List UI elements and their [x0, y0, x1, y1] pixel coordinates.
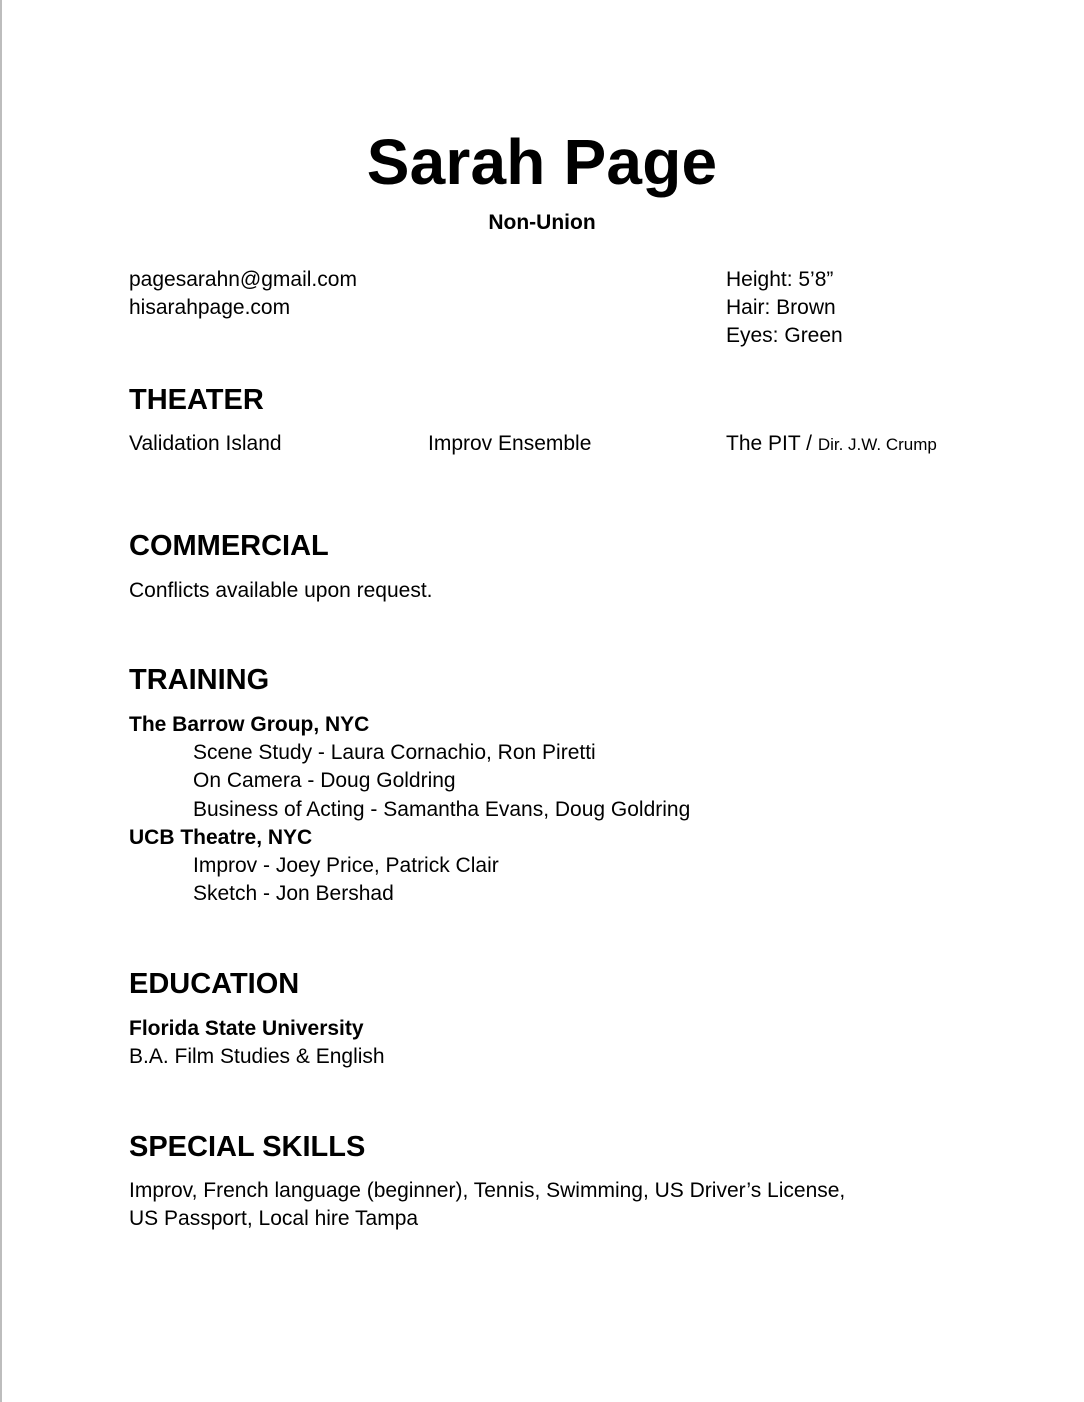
stat-hair: Hair: Brown [726, 296, 836, 319]
education-heading: EDUCATION [129, 968, 300, 1000]
director-name: Dir. J.W. Crump [817, 435, 937, 454]
training-class: Business of Acting - Samantha Evans, Doug Goldring [193, 798, 691, 821]
training-heading: TRAINING [129, 664, 270, 696]
union-status: Non-Union [488, 211, 596, 234]
theater-heading: THEATER [129, 384, 264, 416]
special-skills-line: Improv, French language (beginner), Tennis, Swimming, US Driver’s License, [129, 1179, 846, 1202]
training-school: The Barrow Group, NYC [129, 713, 370, 736]
stat-height: Height: 5’8” [726, 268, 834, 291]
training-class: Scene Study - Laura Cornachio, Ron Piretti [193, 741, 596, 764]
website-link[interactable]: hisarahpage.com [129, 296, 291, 319]
commercial-note: Conflicts available upon request. [129, 579, 433, 602]
training-class: Sketch - Jon Bershad [193, 882, 394, 905]
stat-eyes: Eyes: Green [726, 324, 843, 347]
special-skills-line: US Passport, Local hire Tampa [129, 1207, 419, 1230]
venue-name: The PIT / [726, 432, 818, 455]
theater-credit-role: Improv Ensemble [428, 432, 592, 455]
education-degree: B.A. Film Studies & English [129, 1045, 385, 1068]
actor-name: Sarah Page [366, 126, 718, 198]
education-school: Florida State University [129, 1017, 364, 1040]
commercial-heading: COMMERCIAL [129, 530, 329, 562]
theater-credit-title: Validation Island [129, 432, 282, 455]
special-skills-heading: SPECIAL SKILLS [129, 1131, 366, 1163]
training-class: On Camera - Doug Goldring [193, 769, 456, 792]
email-link[interactable]: pagesarahn@gmail.com [129, 268, 357, 291]
theater-credit-venue [726, 430, 937, 459]
training-school: UCB Theatre, NYC [129, 826, 313, 849]
training-class: Improv - Joey Price, Patrick Clair [193, 854, 499, 877]
